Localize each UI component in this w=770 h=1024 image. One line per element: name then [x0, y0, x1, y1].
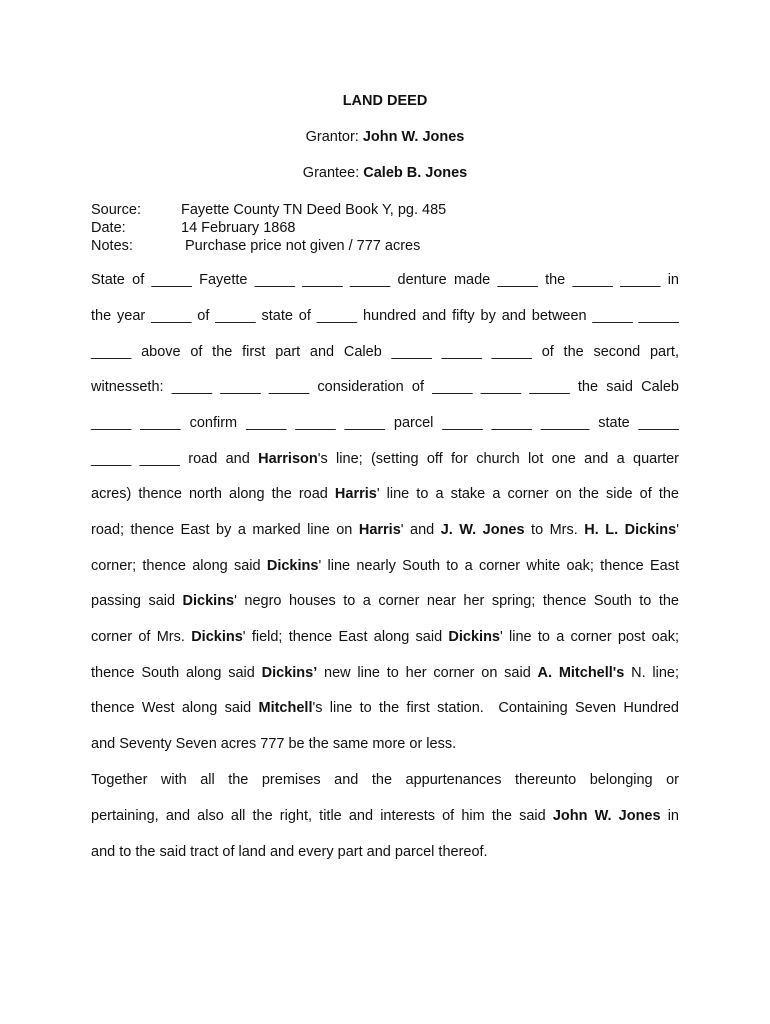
- body-line: State of _____ Fayette _____ _____ _____ denture made _____ the _____ _____ in: [91, 272, 679, 288]
- body-line: [91, 593, 679, 609]
- body-line: [91, 558, 679, 574]
- grantee-label: Grantee:: [302, 165, 360, 181]
- date-value: 14 February 1868: [181, 220, 296, 236]
- body-line: the year _____ of _____ state of _____ hundred and fifty by and between _____ _____: [91, 308, 679, 324]
- name-harris: Harris: [334, 486, 377, 502]
- grantee-line: [0, 165, 770, 181]
- line-text: 's line; (setting off for church lot one and a quarter: [317, 451, 679, 467]
- name-jw-jones: J. W. Jones: [440, 522, 525, 538]
- body-line: [91, 451, 679, 467]
- name-a-mitchell: A. Mitchell's: [537, 665, 625, 681]
- body-line: [91, 522, 679, 538]
- body-line: witnesseth: _____ _____ _____ consideration of _____ _____ _____ the said Caleb: [91, 379, 679, 395]
- line-text: to Mrs.: [524, 522, 585, 538]
- name-dickins: Dickins: [448, 629, 500, 645]
- name-dickins: Dickins: [191, 629, 243, 645]
- grantor-name: John W. Jones: [362, 129, 465, 145]
- body-line: Together with all the premises and the appurtenances thereunto belonging or: [91, 772, 679, 788]
- name-hl-dickins: H. L. Dickins: [584, 522, 677, 538]
- line-text: N. line;: [624, 665, 679, 681]
- date-row: [91, 219, 446, 237]
- name-john-w-jones: John W. Jones: [552, 808, 661, 824]
- line-text: ' field; thence East along said: [242, 629, 449, 645]
- line-text: thence West along said: [91, 700, 259, 716]
- body-line: [91, 665, 679, 681]
- body-line: and to the said tract of land and every part and parcel thereof.: [91, 844, 488, 860]
- source-value: Fayette County TN Deed Book Y, pg. 485: [181, 202, 447, 218]
- line-text: ' line to a stake a corner on the side of the: [376, 486, 679, 502]
- body-line: [91, 700, 679, 716]
- notes-value: Purchase price not given / 777 acres: [185, 238, 421, 254]
- name-harrison: Harrison: [258, 451, 318, 467]
- body-line: [91, 629, 679, 645]
- notes-row: [91, 237, 446, 255]
- source-label: Source:: [91, 202, 141, 218]
- line-text: ' negro houses to a corner near her spring; thence South to the: [234, 593, 679, 609]
- date-label: Date:: [91, 220, 126, 236]
- line-text: ' line nearly South to a corner white oak; thence East: [318, 558, 680, 574]
- grantor-label: Grantor:: [305, 129, 359, 145]
- grantee-name: Caleb B. Jones: [363, 165, 468, 181]
- body-line: _____ above of the first part and Caleb _____ _____ _____ of the second part,: [91, 344, 679, 360]
- body-line: [91, 808, 679, 824]
- line-text: _____ _____ road and: [91, 451, 259, 467]
- body-line: [91, 486, 679, 502]
- page-title: LAND DEED: [342, 93, 428, 109]
- name-dickins: Dickins: [182, 593, 235, 609]
- line-text: 's line to the first station. Containing Seven Hundred: [312, 700, 679, 716]
- line-text: in: [660, 808, 679, 824]
- line-text: corner of Mrs.: [91, 629, 192, 645]
- line-text: thence South along said: [91, 665, 262, 681]
- name-mitchell: Mitchell: [258, 700, 313, 716]
- grantor-line: [0, 129, 770, 145]
- line-text: new line to her corner on said: [317, 665, 538, 681]
- name-dickins: Dickins’: [261, 665, 318, 681]
- line-text: ' and: [400, 522, 441, 538]
- line-text: corner; thence along said: [91, 558, 267, 574]
- line-text: pertaining, and also all the right, title and interests of him the said: [91, 808, 553, 824]
- deed-metadata: [91, 201, 446, 255]
- line-text: road; thence East by a marked line on: [91, 522, 359, 538]
- line-text: ': [676, 522, 679, 538]
- line-text: ' line to a corner post oak;: [500, 629, 680, 645]
- name-dickins: Dickins: [266, 558, 319, 574]
- source-row: [91, 201, 446, 219]
- body-line: and Seventy Seven acres 777 be the same more or less.: [91, 736, 457, 752]
- line-text: acres) thence north along the road: [91, 486, 335, 502]
- body-line: _____ _____ confirm _____ _____ _____ parcel _____ _____ ______ state _____: [91, 415, 679, 431]
- name-harris: Harris: [358, 522, 401, 538]
- line-text: passing said: [91, 593, 183, 609]
- notes-label: Notes:: [91, 238, 133, 254]
